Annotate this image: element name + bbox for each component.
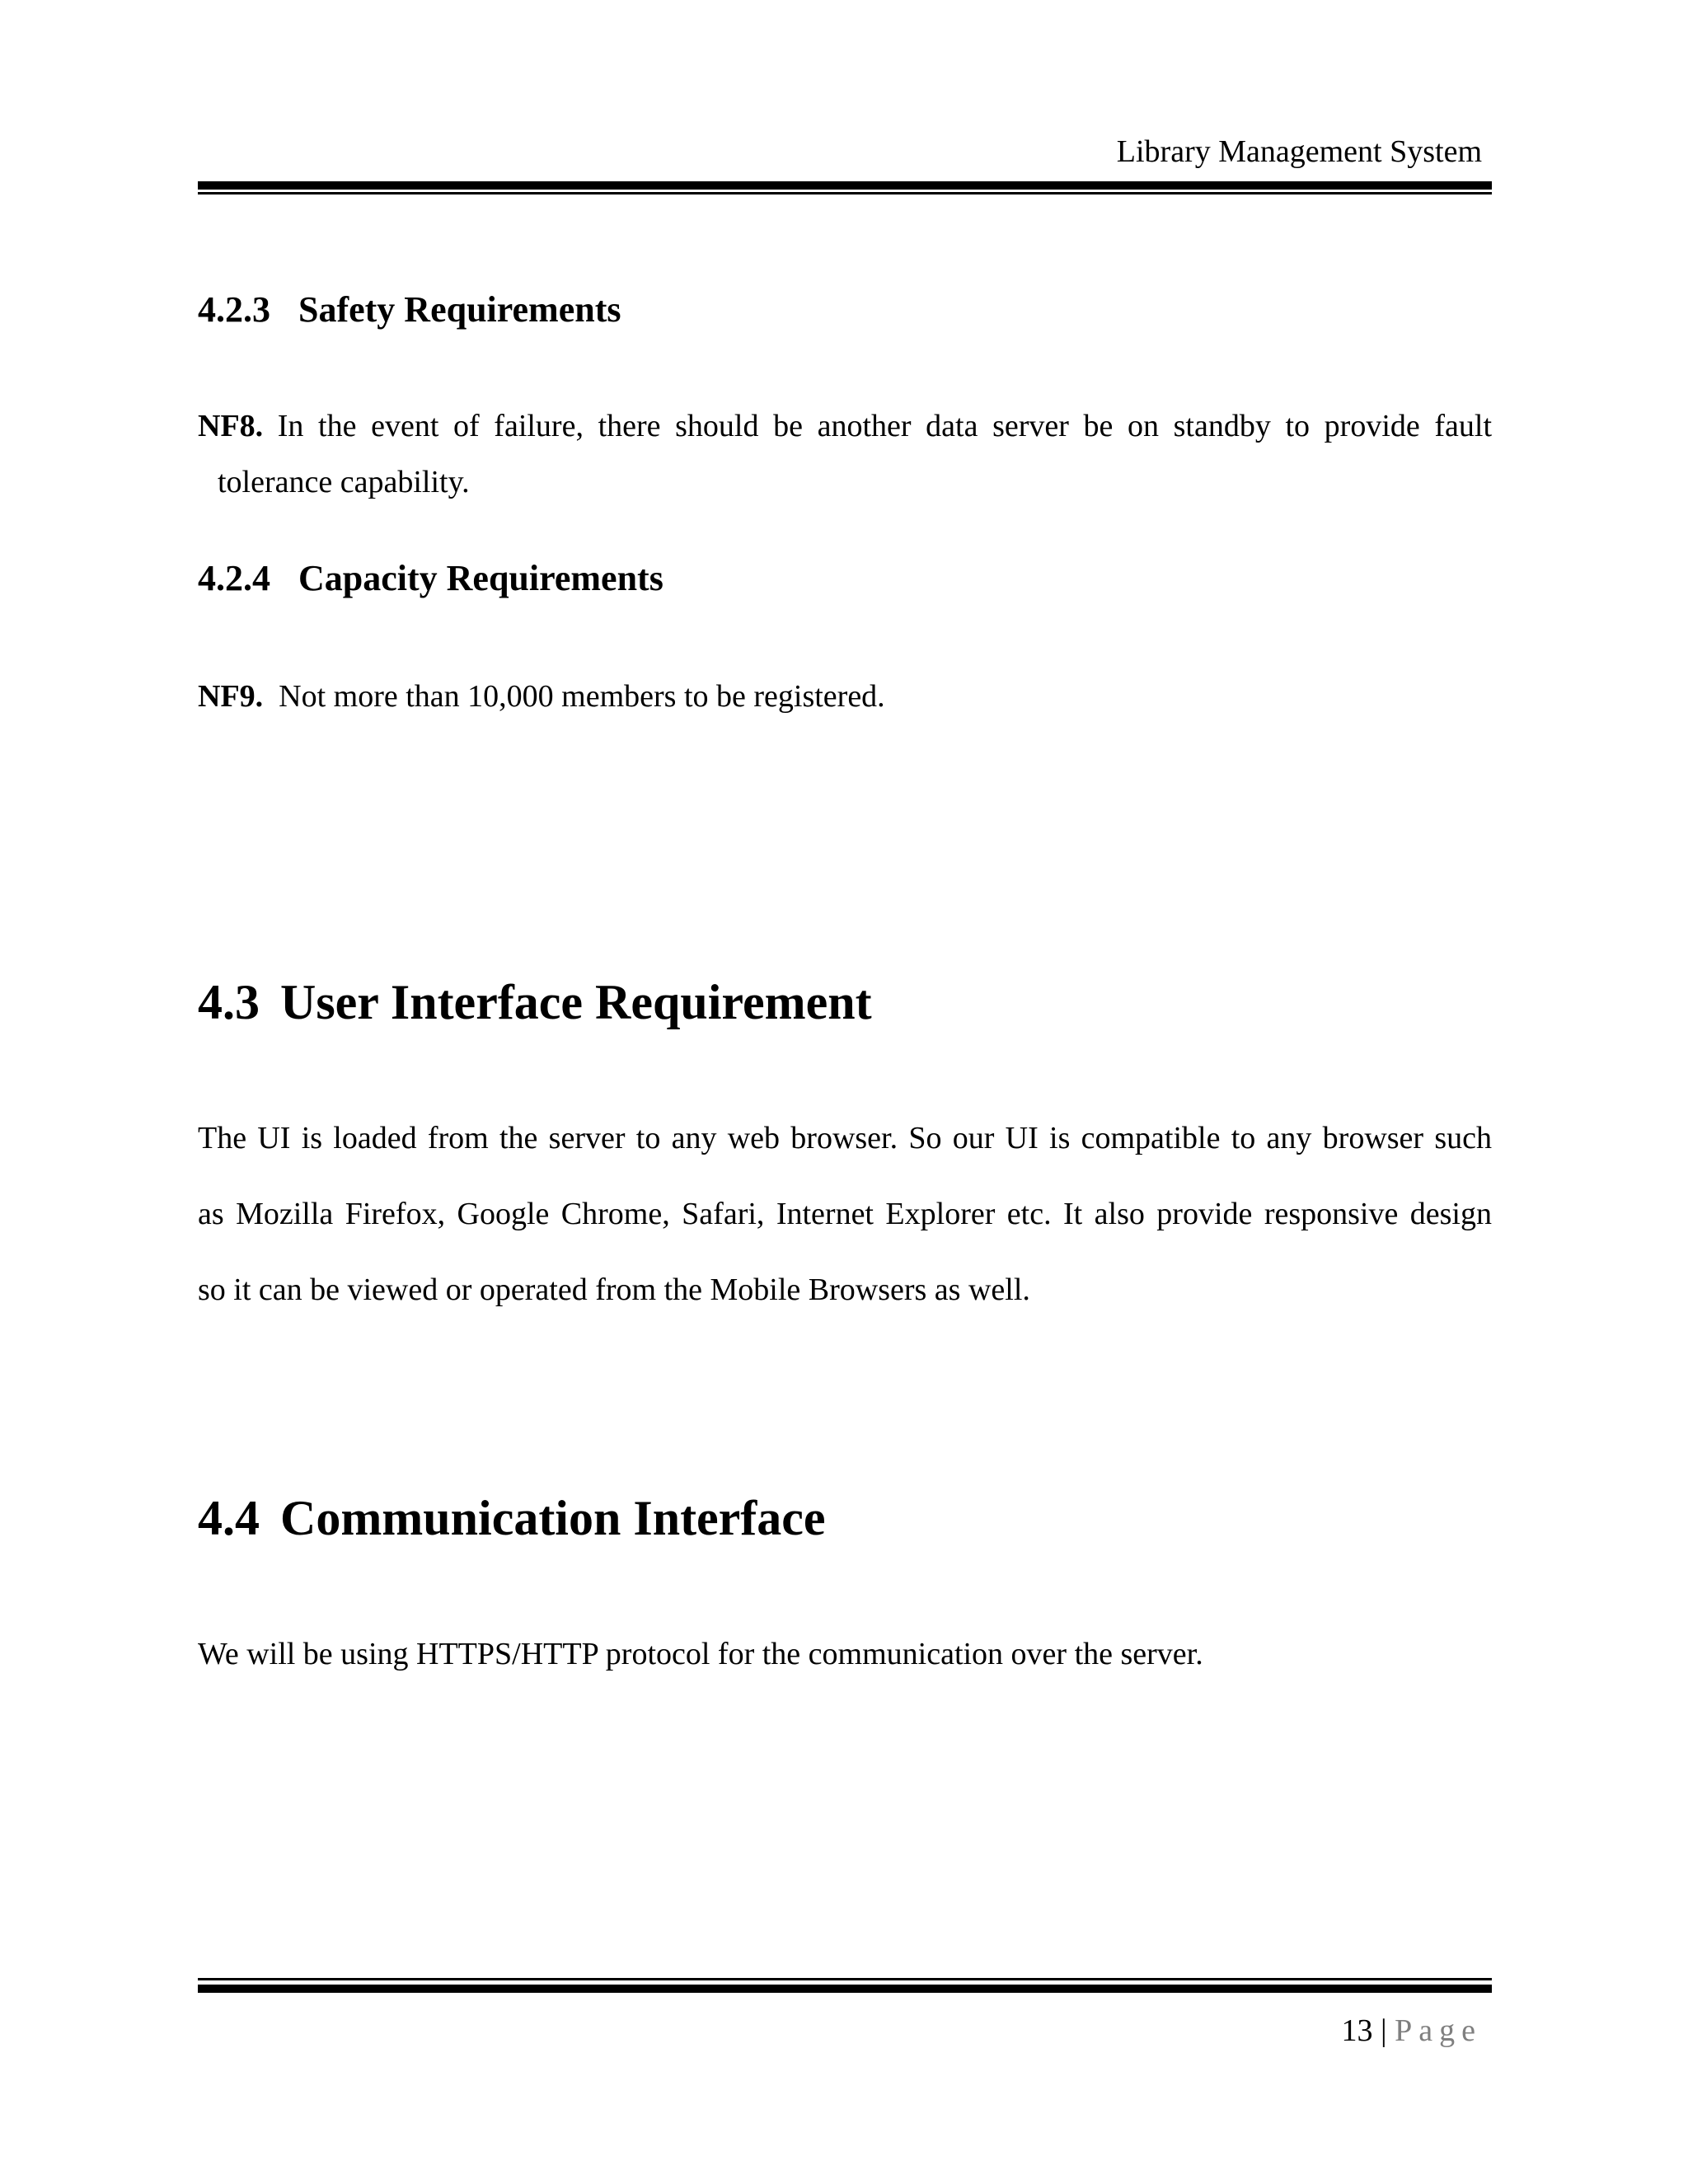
requirement-label: NF8. [198,409,264,443]
requirement-label: NF9. [198,679,264,714]
page-footer [1342,2015,1482,2046]
requirement-nf8-line2: tolerance capability. [218,465,470,499]
footer-rule-thick [198,1985,1492,1993]
footer-rule-thin [198,1978,1492,1980]
page-number: 13 [1341,2013,1373,2048]
header-rule-thin [198,192,1492,194]
ui-paragraph-line1: The UI is loaded from the server to any web browser. So our UI is compatible to any browser such [198,1121,1492,1155]
section-number: 4.2.3 [198,289,270,330]
requirement-nf9 [198,681,1492,712]
ui-paragraph-line3: so it can be viewed or operated from the Mobile Browsers as well. [198,1272,1030,1307]
header-rule-thick [198,181,1492,190]
requirement-nf8-line1 [198,410,1492,442]
section-number: 4.4 [198,1491,260,1545]
requirement-text: In the event of failure, there should be another data server be on standby to provide fault [277,409,1492,443]
section-heading-safety [198,289,621,330]
communication-paragraph: We will be using HTTPS/HTTP protocol for the communication over the server. [198,1637,1203,1671]
section-title: Communication Interface [280,1491,826,1545]
section-title: User Interface Requirement [280,975,872,1029]
section-heading-ui [198,977,872,1027]
section-heading-communication [198,1493,826,1543]
section-number: 4.3 [198,975,260,1029]
ui-paragraph-line2: as Mozilla Firefox, Google Chrome, Safari, Internet Explorer etc. It also provide responsive design [198,1197,1492,1231]
section-heading-capacity [198,560,663,597]
section-number: 4.2.4 [198,558,270,598]
footer-separator: | [1381,2013,1387,2048]
running-header: Library Management System [1116,134,1482,169]
page-label: Page [1395,2013,1482,2048]
requirement-text: Not more than 10,000 members to be registered. [279,679,885,714]
section-title: Safety Requirements [298,289,621,330]
section-title: Capacity Requirements [298,558,663,598]
